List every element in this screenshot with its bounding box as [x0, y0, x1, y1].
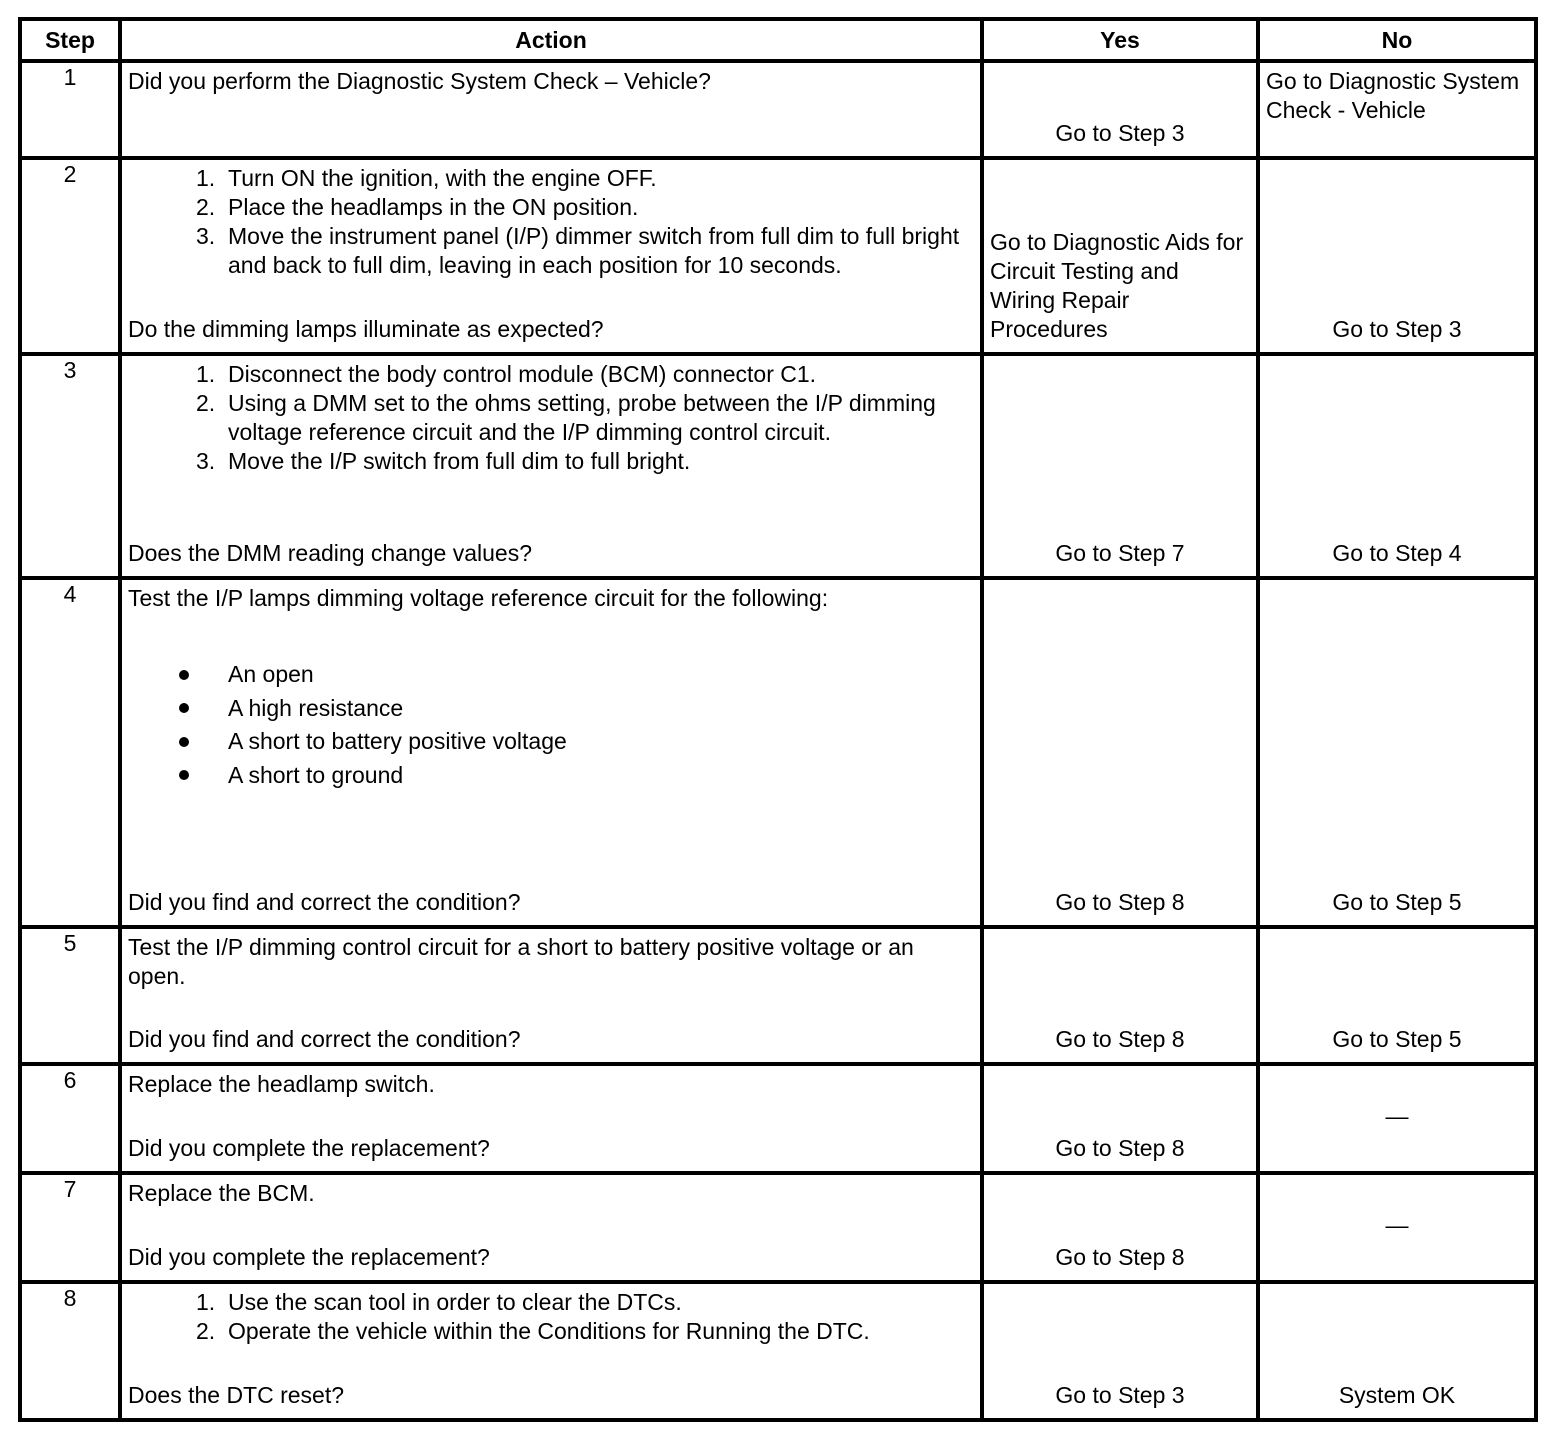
- action-cell: [120, 61, 982, 158]
- table-row: [20, 578, 1536, 927]
- substep-list: [128, 164, 974, 280]
- list-number: 2.: [196, 194, 216, 220]
- list-number: 3.: [196, 448, 216, 474]
- table-row: [20, 61, 1536, 158]
- list-number: 1.: [196, 165, 216, 191]
- list-item: An open: [228, 661, 314, 688]
- action-cell: [120, 158, 982, 354]
- header-no: No: [1258, 19, 1536, 61]
- list-item: A short to battery positive voltage: [228, 728, 567, 755]
- step-number: 6: [20, 1064, 120, 1173]
- yes-cell: [982, 61, 1258, 158]
- action-cell: [120, 927, 982, 1064]
- action-text: Test the I/P dimming control circuit for a short to battery positive voltage or an open.: [128, 934, 914, 989]
- list-item: A high resistance: [228, 694, 404, 721]
- list-item: 2. Using a DMM set to the ohms setting, probe between the I/P dimming voltage reference circuit and the I/P dimming control circuit.: [128, 389, 974, 447]
- no-result: System OK: [1338, 1382, 1456, 1408]
- diagnostic-table: [18, 17, 1538, 1422]
- table-row: [20, 1064, 1536, 1173]
- table-row: [20, 1173, 1536, 1282]
- action-cell: [120, 1064, 982, 1173]
- list-item: 1. Use the scan tool in order to clear the DTCs.: [128, 1288, 974, 1317]
- no-cell: [1258, 927, 1536, 1064]
- yes-cell: [982, 1173, 1258, 1282]
- yes-link[interactable]: Go to Step 8: [1055, 889, 1185, 915]
- action-question: Do the dimming lamps illuminate as expected?: [128, 316, 604, 342]
- no-cell: [1258, 1064, 1536, 1173]
- header-step: Step: [20, 19, 120, 61]
- yes-cell: [982, 1064, 1258, 1173]
- header-yes: Yes: [982, 19, 1258, 61]
- condition-list: [128, 658, 974, 792]
- list-item: 2. Place the headlamps in the ON position.: [128, 193, 974, 222]
- no-cell: [1258, 578, 1536, 927]
- yes-link[interactable]: Go to Step 8: [1055, 1244, 1185, 1270]
- step-number: 7: [20, 1173, 120, 1282]
- no-cell: [1258, 1282, 1536, 1420]
- no-cell: [1258, 61, 1536, 158]
- list-item: 1. Disconnect the body control module (BCM) connector C1.: [128, 360, 974, 389]
- header-row: [20, 19, 1536, 61]
- list-number: 3.: [196, 223, 216, 249]
- yes-cell: [982, 578, 1258, 927]
- list-number: 2.: [196, 1318, 216, 1344]
- no-dash: —: [1385, 1212, 1409, 1238]
- substep-list: [128, 1288, 974, 1346]
- action-text: Replace the headlamp switch.: [128, 1071, 435, 1097]
- yes-link[interactable]: Go to Diagnostic Aids for Circuit Testing and Wiring Repair Procedures: [990, 229, 1244, 342]
- action-cell: [120, 1282, 982, 1420]
- table-row: [20, 1282, 1536, 1420]
- step-number: 2: [20, 158, 120, 354]
- step-number: 3: [20, 354, 120, 578]
- action-question: Did you complete the replacement?: [128, 1135, 490, 1161]
- yes-link[interactable]: Go to Step 3: [1055, 1382, 1185, 1408]
- yes-cell: [982, 1282, 1258, 1420]
- list-number: 1.: [196, 361, 216, 387]
- header-action: Action: [120, 19, 982, 61]
- no-cell: [1258, 158, 1536, 354]
- step-number: 1: [20, 61, 120, 158]
- no-link[interactable]: Go to Step 3: [1332, 316, 1462, 342]
- list-number: 2.: [196, 390, 216, 416]
- step-number: 5: [20, 927, 120, 1064]
- action-question: Did you find and correct the condition?: [128, 1026, 521, 1052]
- action-question: Did you complete the replacement?: [128, 1244, 490, 1270]
- no-link[interactable]: Go to Diagnostic System Check - Vehicle: [1266, 68, 1520, 123]
- action-cell: [120, 1173, 982, 1282]
- action-text: Test the I/P lamps dimming voltage reference circuit for the following:: [128, 585, 829, 611]
- action-text: Did you perform the Diagnostic System Check – Vehicle?: [128, 68, 711, 94]
- list-item: 2. Operate the vehicle within the Conditions for Running the DTC.: [128, 1317, 974, 1346]
- no-cell: [1258, 1173, 1536, 1282]
- yes-link[interactable]: Go to Step 8: [1055, 1135, 1185, 1161]
- list-item: 1. Turn ON the ignition, with the engine OFF.: [128, 164, 974, 193]
- list-item: 3. Move the I/P switch from full dim to full bright.: [128, 447, 974, 476]
- action-question: Does the DMM reading change values?: [128, 540, 533, 566]
- table-row: [20, 354, 1536, 578]
- no-cell: [1258, 354, 1536, 578]
- no-link[interactable]: Go to Step 5: [1332, 1026, 1462, 1052]
- action-question: Does the DTC reset?: [128, 1382, 345, 1408]
- step-number: 4: [20, 578, 120, 927]
- table-row: [20, 158, 1536, 354]
- action-question: Did you find and correct the condition?: [128, 889, 521, 915]
- substep-list: [128, 360, 974, 476]
- yes-cell: [982, 927, 1258, 1064]
- yes-cell: [982, 158, 1258, 354]
- no-link[interactable]: Go to Step 5: [1332, 889, 1462, 915]
- list-item: 3. Move the instrument panel (I/P) dimmer switch from full dim to full bright and back to full dim, leaving in each position for 10 seconds.: [128, 222, 974, 280]
- step-number: 8: [20, 1282, 120, 1420]
- yes-link[interactable]: Go to Step 8: [1055, 1026, 1185, 1052]
- no-dash: —: [1385, 1103, 1409, 1129]
- action-cell: [120, 578, 982, 927]
- table-row: [20, 927, 1536, 1064]
- action-text: Replace the BCM.: [128, 1180, 315, 1206]
- yes-cell: [982, 354, 1258, 578]
- list-item: A short to ground: [228, 761, 404, 788]
- no-link[interactable]: Go to Step 4: [1332, 540, 1462, 566]
- action-cell: [120, 354, 982, 578]
- yes-link[interactable]: Go to Step 7: [1055, 540, 1185, 566]
- list-number: 1.: [196, 1289, 216, 1315]
- yes-link[interactable]: Go to Step 3: [1055, 120, 1185, 146]
